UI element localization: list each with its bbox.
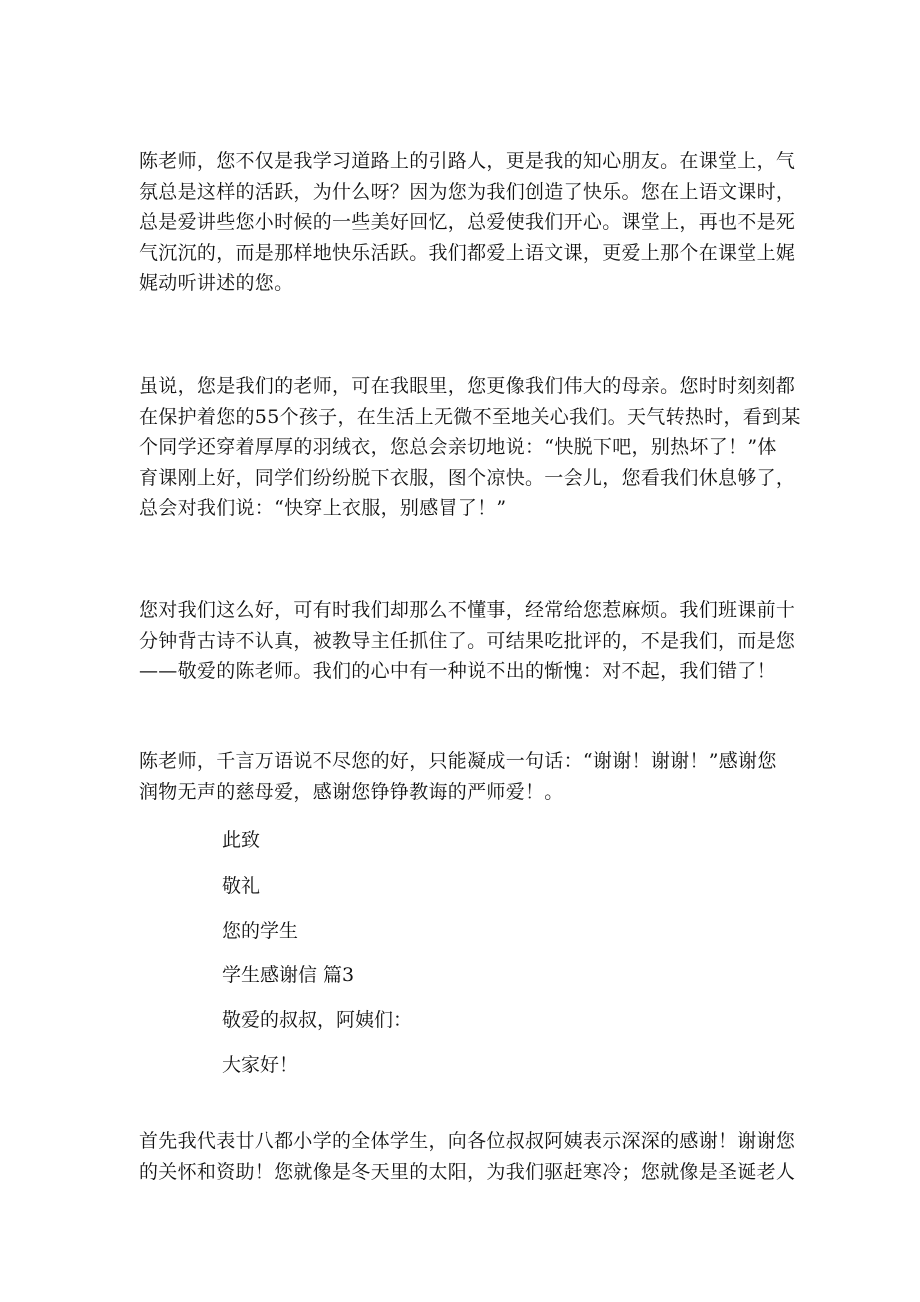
text-line: 总会对我们说：“快穿上衣服，别感冒了！” xyxy=(139,497,507,520)
text-line: 总是爱讲些您小时候的一些美好回忆，总爱使我们开心。课堂上，再也不是死 xyxy=(139,211,796,234)
text-line: 氛总是这样的活跃，为什么呀？因为您为我们创造了快乐。您在上语文课时， xyxy=(139,180,796,203)
section-title: 学生感谢信 篇3 xyxy=(222,964,355,986)
letter-hello: 大家好！ xyxy=(222,1054,299,1076)
paragraph-apology xyxy=(139,595,796,687)
paragraph-gratitude xyxy=(139,1126,796,1187)
text-line: 娓动听讲述的您。 xyxy=(139,272,294,295)
text-line: 个同学还穿着厚厚的羽绒衣，您总会亲切地说：“快脱下吧，别热坏了！”体 xyxy=(139,436,777,459)
paragraph-teacher-friend xyxy=(139,146,796,299)
text-line: 的关怀和资助！您就像是冬天里的太阳，为我们驱赶寒冷；您就像是圣诞老人 xyxy=(139,1160,796,1183)
closing-regards: 敬礼 xyxy=(222,875,261,897)
letter-greeting: 敬爱的叔叔，阿姨们： xyxy=(222,1009,413,1031)
paragraph-teacher-mother xyxy=(139,371,801,524)
text-line: ——敬爱的陈老师。我们的心中有一种说不出的惭愧：对不起，我们错了！ xyxy=(139,660,776,683)
text-line: 陈老师，千言万语说不尽您的好，只能凝成一句话：“谢谢！谢谢！”感谢您 xyxy=(139,750,777,772)
text-line: 陈老师，您不仅是我学习道路上的引路人，更是我的知心朋友。在课堂上，气 xyxy=(139,150,796,172)
paragraph-thanks xyxy=(139,746,779,807)
text-line: 润物无声的慈母爱，感谢您铮铮教诲的严师爱！。 xyxy=(139,780,564,803)
text-line: 您对我们这么好，可有时我们却那么不懂事，经常给您惹麻烦。我们班课前十 xyxy=(139,599,796,621)
text-line: 虽说，您是我们的老师，可在我眼里，您更像我们伟大的母亲。您时时刻刻都 xyxy=(139,375,796,397)
closing-salutation: 此致 xyxy=(222,829,261,851)
text-line: 在保护着您的55个孩子，在生活上无微不至地关心我们。天气转热时，看到某 xyxy=(139,405,801,428)
text-line: 育课刚上好，同学们纷纷脱下衣服，图个凉快。一会儿，您看我们休息够了， xyxy=(139,466,796,489)
signature-line: 您的学生 xyxy=(222,920,299,942)
text-line: 气沉沉的，而是那样地快乐活跃。我们都爱上语文课，更爱上那个在课堂上娓 xyxy=(139,241,796,264)
text-line: 首先我代表廿八都小学的全体学生，向各位叔叔阿姨表示深深的感谢！谢谢您 xyxy=(139,1130,796,1152)
text-line: 分钟背古诗不认真，被教导主任抓住了。可结果吃批评的，不是我们，而是您 xyxy=(139,629,796,652)
